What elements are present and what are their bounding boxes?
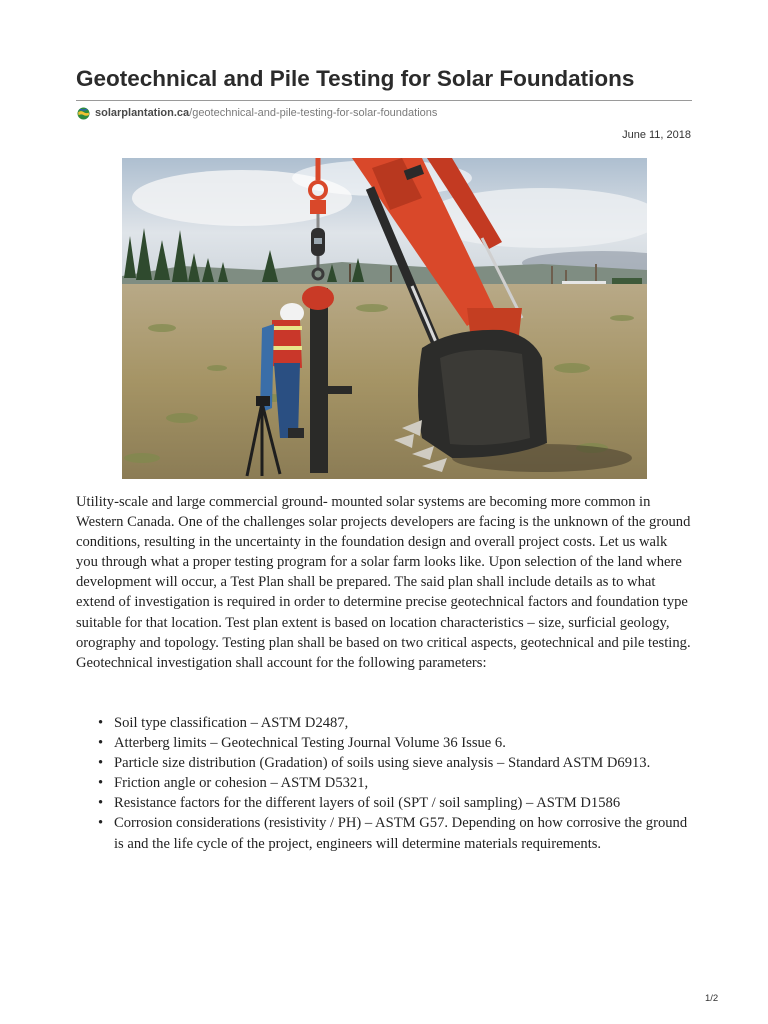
- list-item: • Soil type classification – ASTM D2487,: [76, 713, 692, 733]
- source-domain[interactable]: solarplantation.ca: [95, 107, 190, 119]
- page-title: Geotechnical and Pile Testing for Solar Foundations: [76, 66, 635, 91]
- parameter-list: [76, 713, 692, 854]
- source-path[interactable]: /geotechnical-and-pile-testing-for-solar-foundations: [189, 107, 438, 119]
- source-link[interactable]: [77, 105, 437, 121]
- list-item: • Particle size distribution (Gradation) of soils using sieve analysis – Standard ASTM D6913.: [76, 753, 692, 773]
- list-item: • Corrosion considerations (resistivity / PH) – ASTM G57. Depending on how corrosive the ground is and the life cycle of the project, engineers will determine materials requirements.: [76, 813, 692, 853]
- publish-date: June 11, 2018: [622, 129, 691, 141]
- list-item: • Atterberg limits – Geotechnical Testing Journal Volume 36 Issue 6.: [76, 733, 692, 753]
- title-divider: [76, 100, 692, 101]
- excavator-pile-load-test-photo: [122, 158, 647, 479]
- article-intro: Utility-scale and large commercial ground- mounted solar systems are becoming more common in Western Canada. One of the challenges solar projects developers are facing is the unknown of the ground conditions, resulting in the uncertainty in the foundation design and overall project costs. Let us walk you through what a proper testing program for a solar farm looks like. Upon selection of the land where development will occur, a Test Plan shall be prepared. The said plan shall include details as to what extend of investigation is required in order to determine precise geotechnical factors and foundation type suitable for that location. Test plan extent is based on location characteristics – size, surficial geology, orography and topology. Testing plan shall be based on two critical aspects, geotechnical and pile testing. Geotechnical investigation shall account for the following parameters:: [76, 494, 691, 671]
- page-number: 1/2: [705, 993, 719, 1004]
- globe-icon: [77, 107, 90, 120]
- list-item: • Friction angle or cohesion – ASTM D5321,: [76, 773, 692, 793]
- list-item: • Resistance factors for the different layers of soil (SPT / soil sampling) – ASTM D1586: [76, 793, 692, 813]
- article-photo: [122, 158, 647, 479]
